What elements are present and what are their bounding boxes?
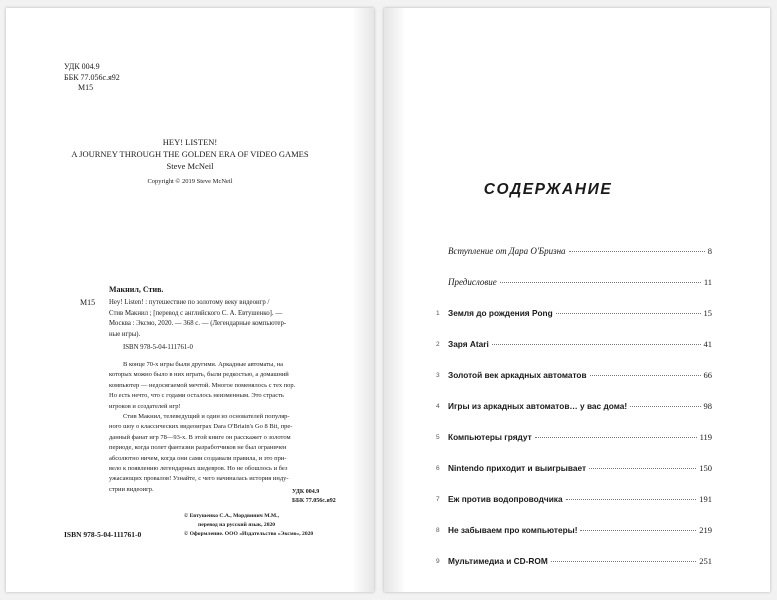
biblio-line: ные игры). [109,330,141,338]
toc-leader-dots [492,343,701,345]
annotation-line: вело к появлению легендарных шедевров. Но не обошлось и без [109,465,288,473]
original-subtitle: A JOURNEY THROUGH THE GOLDEN ERA OF VIDEO GAMES [71,149,309,159]
left-page [6,8,374,592]
gutter-shadow-right [384,8,406,592]
annotation-line: ного шоу о классических видеоиграх Dara O'Briain's Go 8 Bit, пре- [109,423,293,431]
toc-entry-title: Мультимедиа и CD-ROM [448,556,548,566]
annotation-line: компьютер — недосягаемой мечтой. Многое поменялось с тех пор. [109,381,296,389]
copyright-line: © Евтушенко С.А., Мордвинич М.М., [184,513,279,519]
toc-entry [436,308,712,339]
toc-chapter-number: 3 [436,372,440,379]
toc-entry [436,401,712,432]
isbn-bottom: ISBN 978-5-04-111761-0 [64,530,142,539]
annotation-line: В конце 70-х игры были другими. Аркадные автоматы, на [123,361,283,368]
toc-leader-dots [535,436,697,438]
toc-entry-title: Еж против водопроводчика [448,494,563,504]
toc-entry [436,277,712,308]
copyright-line: перевод на русский язык, 2020 [198,521,276,528]
original-title-block [6,136,374,172]
toc-chapter-number: 6 [436,465,440,472]
annotation-line: данный фанат игр 78—93-х. В этой книге он расскажет о золотом [109,433,291,441]
toc-entry [436,432,712,463]
toc-page-number: 8 [707,246,712,256]
author-heading: Макнил, Стив. [109,285,164,294]
toc-entry-title: Земля до рождения Pong [448,308,553,318]
toc-leader-dots [589,467,696,469]
original-title: HEY! LISTEN! [162,137,218,147]
toc-page-number: 66 [703,370,712,380]
udk-code: УДК 004.9 [64,62,100,71]
udk-block-top [64,62,120,94]
toc-chapter-number: 4 [436,403,440,410]
toc-page-number: 251 [699,556,712,566]
toc-leader-dots [556,312,701,314]
toc-entry-title: Не забываем про компьютеры! [448,525,578,535]
toc-page-number: 15 [703,308,712,318]
udk-block-bottom [292,488,336,505]
toc-entry-title: Игры из аркадных автоматов… у вас дома! [448,401,628,411]
annotation-line: периоде, когда полет фантазии разработчиков не был ограничен [109,444,287,452]
annotation-line: ужасающих провалов! Узнайте, с чего начиналась история инду- [109,475,289,483]
toc-entry [436,370,712,401]
toc-leader-dots [566,498,697,500]
toc-chapter-number: 9 [436,558,440,565]
isbn-inline: ISBN 978-5-04-111761-0 [123,344,193,351]
table-of-contents [436,246,712,587]
author-mark-side: М15 [80,298,96,307]
toc-leader-dots [569,250,705,252]
annotation-line: Стив Макнил, телеведущий и один из основателей популяр- [123,413,290,421]
toc-entry [436,339,712,370]
annotation-line: стрии видеоигр. [109,485,154,493]
annotation-line: которых можно было в них играть, были редкостью, а домашний [109,371,289,379]
gutter-shadow-left [352,8,374,592]
toc-chapter-number: 2 [436,341,440,348]
copyright-original: Copyright © 2019 Steve McNeil [147,178,233,185]
biblio-line: Стив Макнил ; [перевод с английского С. А. Евтушенко]. — [109,309,283,317]
toc-entry-title: Золотой век аркадных автоматов [448,370,587,380]
toc-entry-title: Nintendo приходит и выигрывает [448,463,587,473]
toc-entry [436,525,712,556]
annotation-line: игроков и создателей игр! [109,402,181,410]
toc-leader-dots [580,529,696,531]
annotation [109,360,347,495]
toc-chapter-number: 1 [436,310,440,317]
toc-entry-title: Компьютеры грядут [448,432,532,442]
original-author: Steve McNeil [166,161,214,171]
toc-page-number: 119 [699,432,712,442]
toc-page-number: 219 [699,525,712,535]
bibliographic-record [109,298,344,340]
biblio-line: Москва : Эксмо, 2020. — 368 с. — (Легендарные компьютер- [109,320,287,328]
author-mark: М15 [78,83,94,92]
annotation-line: абсолютно ничем, когда они сами создавали правила, и это при- [109,454,287,462]
bbk-code: ББК 77.056с.я92 [64,72,120,82]
toc-entry-title: Предисловие [448,277,497,287]
toc-page-number: 150 [699,463,712,473]
toc-leader-dots [590,374,701,376]
toc-leader-dots [630,405,700,407]
toc-page-number: 41 [703,339,712,349]
toc-leader-dots [551,560,696,562]
toc-chapter-number: 8 [436,527,440,534]
biblio-line: Hey! Listen! : путешествие по золотому веку видеоигр / [109,299,270,306]
copyright-line: © Оформление. ООО «Издательство «Эксмо», 2020 [184,530,314,537]
udk-code-bottom: УДК 004.9 [292,489,320,495]
toc-leader-dots [500,281,701,283]
toc-title: СОДЕРЖАНИЕ [483,181,613,198]
toc-chapter-number: 5 [436,434,440,441]
copyright-block [184,512,313,538]
bbk-code-bottom: ББК 77.056с.я92 [292,497,336,504]
toc-page-number: 191 [699,494,712,504]
toc-entry [436,246,712,277]
toc-entry-title: Вступление от Дара О'Бризна [448,246,566,256]
toc-entry-title: Заря Atari [448,339,489,349]
toc-chapter-number: 7 [436,496,440,503]
toc-entry [436,556,712,587]
toc-page-number: 11 [703,277,712,287]
right-page [384,8,770,592]
toc-page-number: 98 [703,401,712,411]
annotation-line: Но есть нечто, что с годами осталось неизменным. Это страсть [109,392,284,400]
toc-entry [436,494,712,525]
toc-entry [436,463,712,494]
